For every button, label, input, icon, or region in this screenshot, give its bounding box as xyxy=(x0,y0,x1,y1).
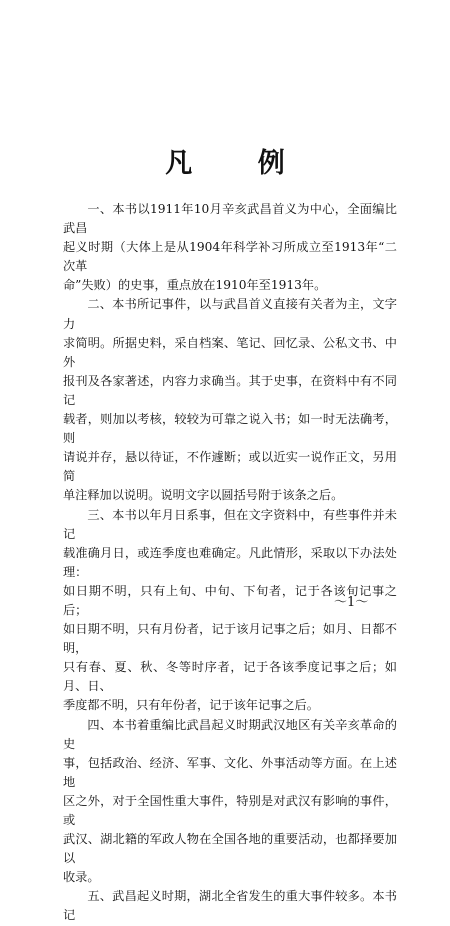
page-number: ～1～ xyxy=(334,595,369,610)
page-title: 凡 例 xyxy=(165,148,313,179)
body-text xyxy=(63,200,397,926)
paragraph-2: 二、本书所记事件，以与武昌首义直接有关者为主，文字力 求简明。所据史料，采自档案、笔记、回忆录、公私文书、中外 报刊及各家著述，内容力求确当。其于史事，在资料中有不同记 载者，则加以考核，较较为可靠之说入书；如一时无法确考，则 请说并存，悬以待证，不作遽断；或以近实一说作正文，另用简 单注释加以说明。说明文字以圆括号附于该条之后。 xyxy=(63,297,397,503)
paragraph-5: 五、武昌起义时期，湖北全省发生的重大事件较多。本书记 xyxy=(63,889,397,923)
paragraph-4: 四、本书着重编比武昌起义时期武汉地区有关辛亥革命的史 事，包括政治、经济、军事、文化、外事活动等方面。在上述地 区之外，对于全国性重大事件，特别是对武汉有影响的事件，或 武汉、湖北籍的军政人物在全国各地的重要活动，也都择要加以 收录。 xyxy=(63,717,397,885)
paragraph-3: 三、本书以年月日系事，但在文字资料中，有些事件并未记 载准确月日，或连季度也难确定。凡此情形，采取以下办法处理： 如日期不明，只有上旬、中旬、下旬者，记于各该旬记事之后； 如日期不明，只有月份者，记于该月记事之后；如月、日都不明， 只有春、夏、秋、冬等时序者，记于各该季度记事之后；如月、日、 季度都不明，只有年份者，记于该年记事之后。 xyxy=(63,507,397,713)
paragraph-1: 一、本书以1911年10月辛亥武昌首义为中心，全面编比武昌 起义时期（大体上是从1904年科学补习所成立至1913年“二次革 命”失败）的史事，重点放在1910年至1913年。 xyxy=(63,202,397,293)
